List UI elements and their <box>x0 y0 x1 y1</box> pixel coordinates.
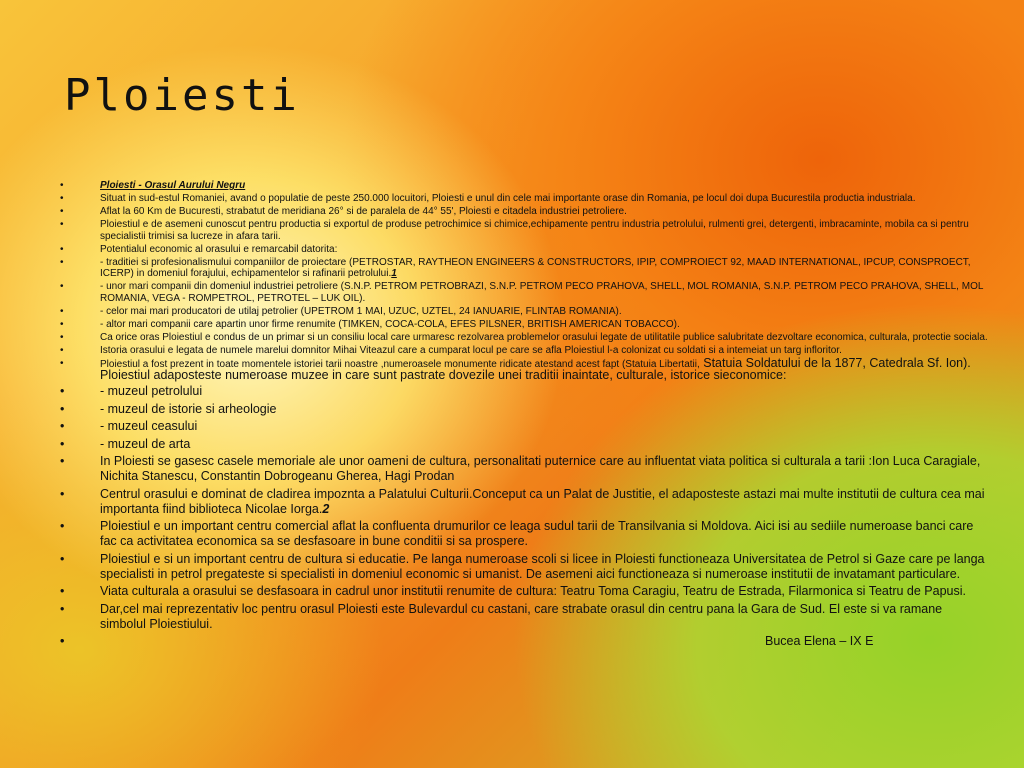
footnote-link[interactable]: 2 <box>322 501 330 516</box>
list-item: • Ca orice oras Ploiestiul e condus de un primar si un consiliu local care urmaresc rezolvarea problemelor orasului legate de utilitatile publice salubritate dezvoltare economica, culturala, protectie sociala. <box>60 332 988 344</box>
list-item: • Potentialul economic al orasului e remarcabil datorita: <box>60 244 988 256</box>
list-item: • Ploiestiul e si un important centru de cultura si educatie. Pe langa numeroase scoli si licee in Ploiesti functioneaza Universitatea de Petrol si Gaze care pe langa specialisti in petrol pregateste si specialisti in domeniul economic si umanist. De asemeni aici functioneaza si numeroase institutii de invatamant particulare. <box>60 552 988 582</box>
list-item: • - muzeul ceasului <box>60 419 988 434</box>
list-item <box>60 355 988 383</box>
list-item: • - celor mai mari producatori de utilaj petrolier (UPETROM 1 MAI, UZUC, UZTEL, 24 IANUARIE, FLINTAB ROMANIA). <box>60 306 988 318</box>
list-item: • - altor mari companii care apartin unor firme renumite (TIMKEN, COCA-COLA, EFES PILSNER, BRITISH AMERICAN TOBACCO). <box>60 319 988 331</box>
slide-content <box>60 180 988 652</box>
list-item: • Situat in sud-estul Romaniei, avand o populatie de peste 250.000 locuitori, Ploiesti e unul din cele mai importante orase din Romania, pe locul doi dupa Bucurestila productia industriala. <box>60 193 988 205</box>
list-item-text: Centrul orasului e dominat de cladirea impoznta a Palatului Culturii.Conceput ca un Palat de Justitie, el adaposteste astazi mai multe institutii de cultura cea mai importanta fiind biblioteca Nicolae Iorga. <box>100 486 985 516</box>
list-item-text: - traditiei si profesionalismului companiilor de proiectare (PETROSTAR, RAYTHEON ENGINEERS & CONSTRUCTORS, IPIP, COMPROIECT 92, MAAD INTERNATIONAL, IPCUP, CONSPROECT, ICERP) in domeniul forajului, echipamentelor si rafinarii petrolului. <box>100 256 971 279</box>
list-item: • - muzeul de istorie si arheologie <box>60 402 988 417</box>
list-item: • Viata culturala a orasului se desfasoara in cadrul unor institutii renumite de cultura: Teatru Toma Caragiu, Teatru de Estrada, Filarmonica si Teatru de Papusi. <box>60 584 988 599</box>
bullet-list <box>60 180 988 649</box>
list-item-text: Ploiestiul a fost prezent in toate momentele istoriei tarii noastre ,numeroasele monumente ridicate atestand acest fapt (Statuia Libertatii, <box>100 358 700 370</box>
list-item: • Istoria orasului e legata de numele marelui domnitor Mihai Viteazul care a cumparat locul pe care se afla Ploiestiul l-a colonizat cu soldati si a intemeiat un targ infloritor. <box>60 345 988 357</box>
list-item-text: Statuia Soldatului de la 1877, Catedrala Sf. Ion). Ploiestiul adaposteste numeroase muzee in care sunt pastrate dovezile unei traditii inaintate, culturale, istorice sieconomice: <box>100 355 971 382</box>
list-item: • In Ploiesti se gasesc casele memoriale ale unor oameni de cultura, personalitati puternice care au influentat viata politica si culturala a tarii :Ion Luca Caragiale, Nichita Stanescu, Constantin Dobrogeanu Gherea, Hagi Prodan <box>60 454 988 484</box>
slide-title: Ploiesti <box>64 70 300 121</box>
footnote-link[interactable]: 1 <box>391 268 397 279</box>
list-item: • Ploiestiul e de asemeni cunoscut pentru productia si exportul de produse petrochimice si chimice,echipamente pentru industria petrolului, rulmenti grei, detergenti, imbracaminte, mobila ca si pentru specialistii trimisi sa lucreze in afara tarii. <box>60 219 988 242</box>
list-item <box>60 634 988 649</box>
list-item <box>60 487 988 517</box>
list-item <box>60 257 988 280</box>
list-item: • - muzeul de arta <box>60 437 988 452</box>
list-item: • Aflat la 60 Km de Bucuresti, strabatut de meridiana 26° si de paralela de 44° 55', Ploiesti e citadela industriei petroliere. <box>60 206 988 218</box>
list-item: • - muzeul petrolului <box>60 384 988 399</box>
author-signature: • Bucea Elena – IX E <box>765 634 874 648</box>
list-item <box>60 180 988 192</box>
heading-link[interactable]: Ploiesti - Orasul Aurului Negru <box>100 180 246 191</box>
list-item: • Dar,cel mai reprezentativ loc pentru orasul Ploiesti este Bulevardul cu castani, care strabate orasul din centru pana la Gara de Sud. El este si va ramane simbolul Ploiestiului. <box>60 602 988 632</box>
list-item: • Ploiestiul e un important centru comercial aflat la confluenta drumurilor ce leaga sudul tarii de Transilvania si Moldova. Aici isi au sediile numeroase banci care fac ca activitatea economica sa se desfasoare in bune conditii si sa prospere. <box>60 519 988 549</box>
list-item: • - unor mari companii din domeniul industriei petroliere (S.N.P. PETROM PETROBRAZI, S.N.P. PETROM PECO PRAHOVA, SHELL, MOL ROMANIA, S.N.P. PETROM PECO PRAHOVA, SHELL, MOL ROMANIA, VEGA - ROMPETROL, PETROTEL – LUK OIL). <box>60 281 988 304</box>
